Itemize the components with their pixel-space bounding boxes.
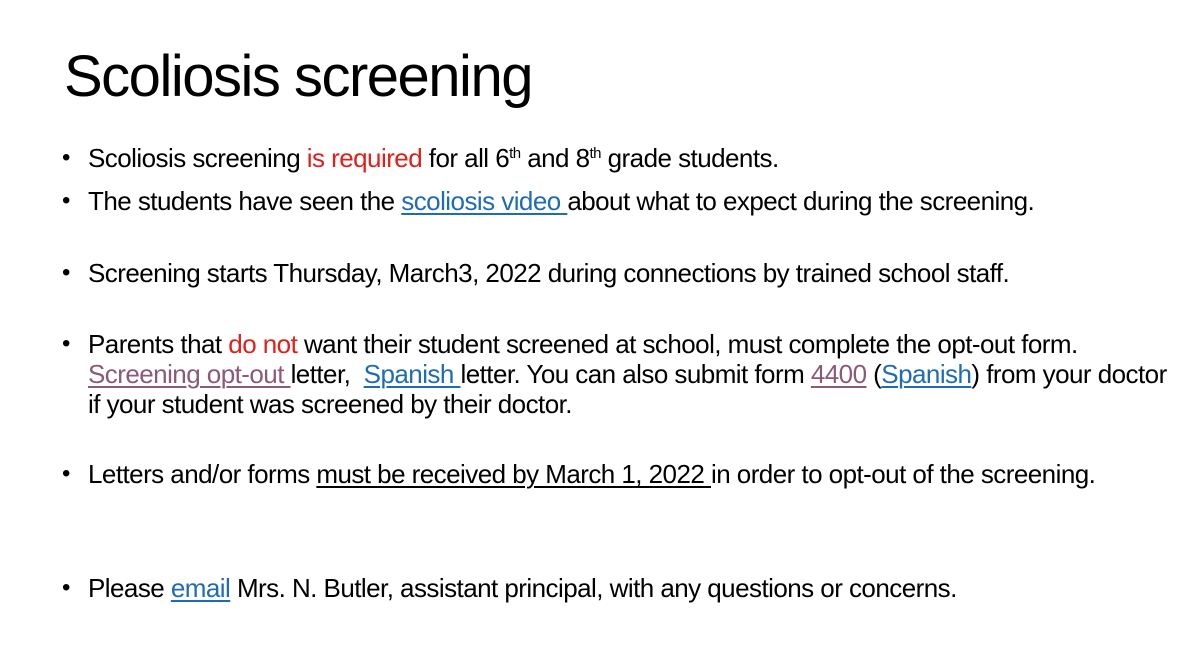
slide-title: Scoliosis screening bbox=[64, 44, 532, 109]
text: ) from your doctor if your student was screened by their doctor. bbox=[88, 359, 1167, 419]
emphasis-required: is required bbox=[306, 143, 423, 173]
bullet-deadline bbox=[62, 459, 1172, 489]
text: Screening starts Thursday, March3, 2022 during connections by trained school staff. bbox=[88, 258, 1010, 288]
scoliosis-video-link[interactable]: scoliosis video bbox=[401, 186, 568, 216]
spanish-form-link[interactable]: Spanish bbox=[881, 359, 972, 389]
text: grade students. bbox=[600, 143, 779, 173]
bullet-video bbox=[62, 186, 1172, 216]
spanish-letter-link[interactable]: Spanish bbox=[363, 359, 461, 389]
text: about what to expect during the screening. bbox=[567, 186, 1035, 216]
emphasis-do-not: do not bbox=[228, 329, 298, 359]
text: want their student screened at school, must complete the opt-out form. bbox=[297, 329, 1091, 359]
text: ( bbox=[866, 359, 882, 389]
screening-opt-out-link[interactable]: Screening opt-out bbox=[88, 359, 291, 389]
text: Parents that bbox=[88, 329, 229, 359]
text: in order to opt-out of the screening. bbox=[710, 459, 1096, 489]
superscript: th bbox=[589, 145, 601, 162]
deadline-underlined: must be received by March 1, 2022 bbox=[316, 459, 711, 489]
text: The students have seen the bbox=[88, 186, 402, 216]
bullet-screening-required bbox=[62, 143, 1172, 173]
superscript: th bbox=[509, 145, 521, 162]
text: letter. You can also submit form bbox=[460, 359, 811, 389]
text: for all 6 bbox=[422, 143, 510, 173]
text: Please bbox=[88, 573, 171, 603]
text: Mrs. N. Butler, assistant principal, with any questions or concerns. bbox=[230, 573, 957, 603]
text: letter, bbox=[290, 359, 364, 389]
bullet-opt-out bbox=[62, 329, 1172, 419]
bullet-screening-date bbox=[62, 258, 1172, 288]
email-link[interactable]: email bbox=[170, 573, 231, 603]
text: Scoliosis screening bbox=[88, 143, 307, 173]
text: Letters and/or forms bbox=[88, 459, 317, 489]
text: and 8 bbox=[520, 143, 590, 173]
bullet-contact bbox=[62, 573, 1172, 603]
form-4400-link[interactable]: 4400 bbox=[810, 359, 867, 389]
